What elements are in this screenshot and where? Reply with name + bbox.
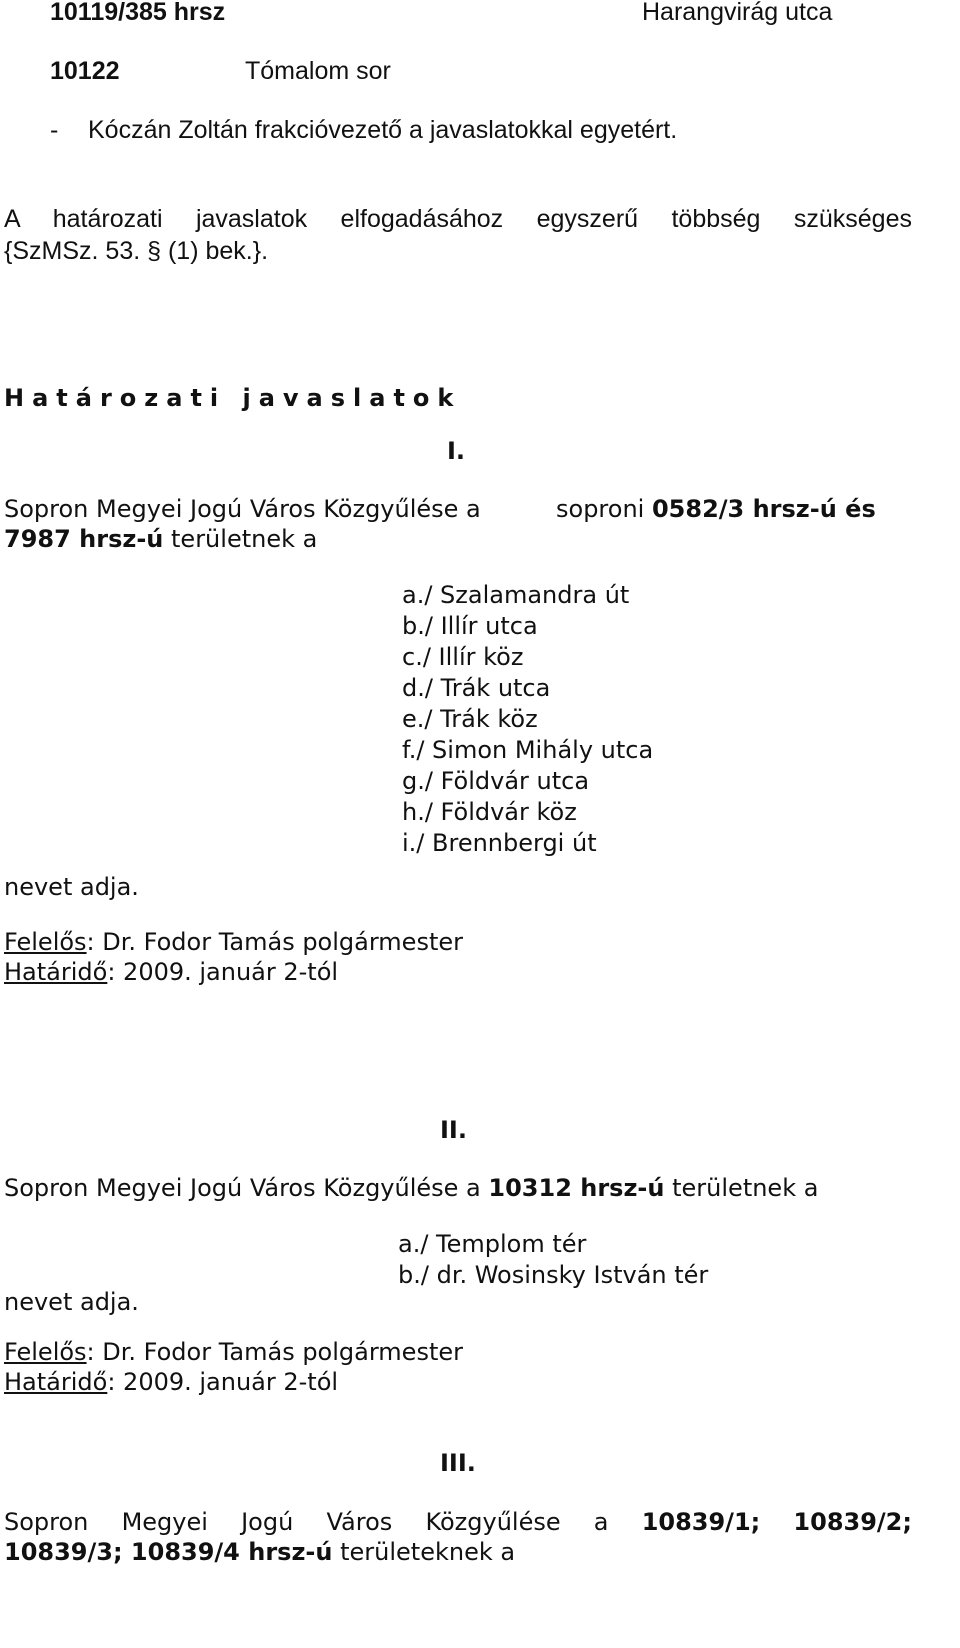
majority-note-line1: A határozati javaslatok elfogadásához egyszerű többség szükséges [4, 205, 912, 233]
deadline-label: Határidő [4, 958, 108, 986]
intro-word: Jogú [241, 1508, 294, 1536]
deadline-value: : 2009. január 2-tól [107, 958, 339, 986]
list-item: b./ Illír utca [402, 612, 538, 640]
section-1-intro-bold1: 0582/3 hrsz-ú és [651, 495, 876, 523]
section-3-intro-line2 [4, 1538, 515, 1566]
section-2-closing: nevet adja. [4, 1288, 139, 1316]
section-3-numeral: III. [440, 1449, 476, 1477]
section-1-numeral: I. [447, 437, 466, 465]
section-1-intro-line1-right [556, 495, 876, 523]
intro-word: Sopron [4, 1508, 89, 1536]
list-item: a./ Templom tér [398, 1230, 587, 1258]
street-name-2: Tómalom sor [245, 57, 391, 85]
section-1-intro-part2: soproni [556, 495, 645, 523]
section-1-intro-part3: területnek a [171, 525, 318, 553]
section-2-intro [4, 1174, 818, 1202]
list-item: d./ Trák utca [402, 674, 551, 702]
responsible-value: : Dr. Fodor Tamás polgármester [86, 928, 463, 956]
majority-note-line2: {SzMSz. 53. § (1) bek.}. [4, 237, 269, 265]
intro-word: Város [326, 1508, 393, 1536]
parcel-id-1: 10119/385 hrsz [50, 0, 226, 26]
section-2-name-list [398, 1229, 708, 1291]
responsible-label: Felelős [4, 1338, 87, 1366]
deadline-label: Határidő [4, 1368, 108, 1396]
street-name-1: Harangvirág utca [642, 0, 833, 26]
section-2-deadline [4, 1368, 338, 1396]
intro-word: Megyei [121, 1508, 208, 1536]
section-1-intro-line2 [4, 525, 317, 553]
intro-word: a [593, 1508, 609, 1536]
section-1-intro-line1 [4, 495, 481, 523]
intro-word: Közgyűlése [425, 1508, 561, 1536]
section-2-intro-part1: Sopron Megyei Jogú Város Közgyűlése a [4, 1174, 481, 1202]
section-1-responsible [4, 928, 463, 956]
list-item: h./ Földvár köz [402, 798, 577, 826]
list-item: i./ Brennbergi út [402, 829, 597, 857]
section-3-intro-line1 [4, 1508, 912, 1536]
section-3-intro-rest: területeknek a [340, 1538, 516, 1566]
list-item: g./ Földvár utca [402, 767, 590, 795]
list-item: f./ Simon Mihály utca [402, 736, 654, 764]
responsible-value: : Dr. Fodor Tamás polgármester [86, 1338, 463, 1366]
responsible-label: Felelős [4, 928, 87, 956]
section-2-responsible [4, 1338, 463, 1366]
intro-bold-word: 10839/1; [641, 1508, 761, 1536]
section-2-intro-part2: területnek a [672, 1174, 819, 1202]
section-1-deadline [4, 958, 338, 986]
section-1-intro-part1: Sopron Megyei Jogú Város Közgyűlése a [4, 495, 481, 523]
section-3-intro-bold: 10839/3; 10839/4 hrsz-ú [4, 1538, 333, 1566]
section-2-numeral: II. [440, 1116, 467, 1144]
list-item: b./ dr. Wosinsky István tér [398, 1261, 709, 1289]
section-2-intro-bold: 10312 hrsz-ú [488, 1174, 665, 1202]
opinion-dash: - [50, 116, 59, 144]
section-1-closing: nevet adja. [4, 873, 139, 901]
parcel-id-2: 10122 [50, 57, 120, 85]
list-item: a./ Szalamandra út [402, 581, 630, 609]
deadline-value: : 2009. január 2-tól [107, 1368, 339, 1396]
intro-bold-word: 10839/2; [793, 1508, 912, 1536]
list-item: c./ Illír köz [402, 643, 524, 671]
opinion-text: Kóczán Zoltán frakcióvezető a javaslatokkal egyetért. [88, 116, 678, 144]
section-1-intro-bold2: 7987 hrsz-ú [4, 525, 164, 553]
section-1-name-list [402, 580, 653, 859]
list-item: e./ Trák köz [402, 705, 538, 733]
section-heading: Határozati javaslatok [4, 384, 462, 412]
